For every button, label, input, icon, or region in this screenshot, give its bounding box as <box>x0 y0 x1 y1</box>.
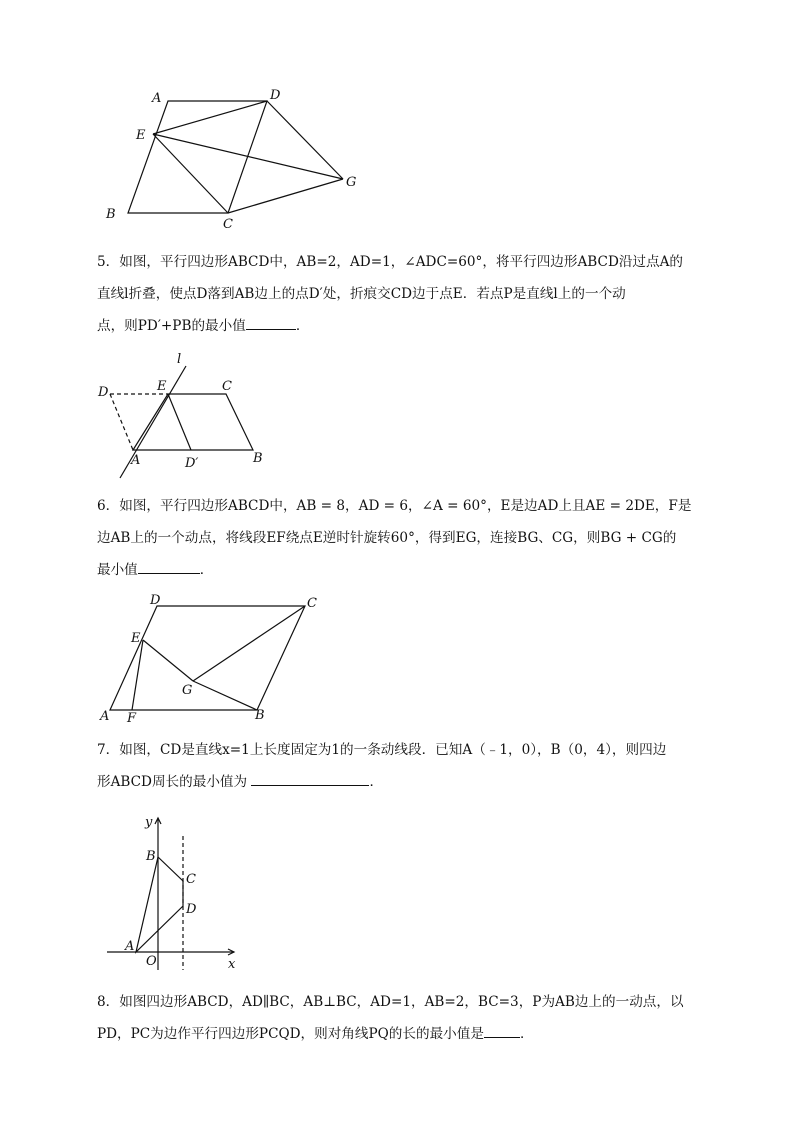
label-b: B <box>253 451 263 466</box>
segment-ed-prime <box>168 394 191 450</box>
label-d: D <box>98 385 109 400</box>
figure-problem-4 <box>100 84 370 234</box>
problem-6-number: 6． <box>97 498 120 514</box>
answer-blank-6[interactable] <box>138 559 200 574</box>
problem-5-number: 5． <box>97 254 120 270</box>
label-a: A <box>131 453 141 468</box>
segment-ec <box>153 134 228 213</box>
figure-problem-5 <box>95 350 275 480</box>
figure-problem-7 <box>100 810 250 975</box>
label-y: y <box>145 815 153 830</box>
label-d-prime: D′ <box>185 456 199 471</box>
segment-gb <box>193 681 257 710</box>
label-a: A <box>125 939 135 954</box>
label-c: C <box>222 379 232 394</box>
problem-6-line-2: 边AB上的一个动点，将线段EF绕点E逆时针旋转60°，得到EG，连接BG、CG，则BG + CG的 <box>97 530 677 546</box>
label-b: B <box>146 849 156 864</box>
figure-problem-6 <box>95 590 335 730</box>
dashed-segment-da <box>110 394 133 450</box>
problem-5 <box>97 246 707 342</box>
label-g: G <box>182 683 193 698</box>
parallelogram-abcd <box>110 606 305 710</box>
problem-8 <box>97 986 707 1050</box>
label-g: G <box>346 175 357 190</box>
segment-eg <box>143 640 193 681</box>
label-e: E <box>157 379 167 394</box>
label-d: D <box>150 593 161 608</box>
label-b: B <box>255 708 265 723</box>
segment-dg <box>267 101 343 179</box>
segment-cg <box>228 179 343 213</box>
problem-7-line-2: 形ABCD周长的最小值为 ． <box>97 766 707 798</box>
label-l: l <box>177 352 182 367</box>
label-b: B <box>106 207 116 222</box>
problem-8-line-2: PD，PC为边作平行四边形PCQD，则对角线PQ的长的最小值是 ． <box>97 1018 707 1050</box>
problem-7-number: 7． <box>97 742 120 758</box>
quadrilateral-abcd <box>136 857 183 952</box>
label-a: A <box>100 709 110 724</box>
answer-blank-5[interactable] <box>246 315 296 330</box>
problem-7 <box>97 734 707 798</box>
fold-line-l <box>120 366 186 478</box>
problem-6-line-1: 6．如图，平行四边形ABCD中，AB = 8，AD = 6，∠A = 60°，E是边AD上且AE = 2DE，F是 <box>97 498 692 514</box>
segment-ed <box>153 101 267 134</box>
parallelogram-abcd <box>128 101 267 213</box>
segment-eg <box>153 134 343 179</box>
rhombus-aecd-prime <box>133 394 253 450</box>
problem-8-line-1: 8．如图四边形ABCD，AD∥BC，AB⊥BC，AD=1，AB=2，BC=3，P为AB边上的一动点，以 <box>97 994 684 1010</box>
answer-blank-8[interactable] <box>484 1023 520 1038</box>
label-f: F <box>127 711 137 726</box>
problem-5-line-3: 点，则PD′+PB的最小值 ． <box>97 310 707 342</box>
label-c: C <box>223 217 233 232</box>
problem-5-line-1: 5．如图，平行四边形ABCD中，AB=2，AD=1，∠ADC=60°，将平行四边形ABCD沿过点A的 <box>97 254 684 270</box>
problem-5-line-2: 直线l折叠，使点D落到AB边上的点D′处，折痕交CD边于点E．若点P是直线l上的一个动 <box>97 286 626 302</box>
label-e: E <box>131 631 141 646</box>
label-x: x <box>228 957 236 972</box>
label-d: D <box>186 902 197 917</box>
answer-blank-7[interactable] <box>251 771 369 786</box>
label-c: C <box>307 596 317 611</box>
label-e: E <box>136 128 146 143</box>
problem-7-line-1: 7．如图，CD是直线x=1上长度固定为1的一条动线段．已知A（﹣1，0），B（0，4），则四边 <box>97 742 667 758</box>
label-a: A <box>152 91 162 106</box>
problem-6-line-3: 最小值 ． <box>97 554 707 586</box>
problem-6 <box>97 490 707 586</box>
label-o: O <box>146 954 157 969</box>
problem-8-number: 8． <box>97 994 120 1010</box>
label-c: C <box>186 872 196 887</box>
label-d: D <box>270 88 281 103</box>
